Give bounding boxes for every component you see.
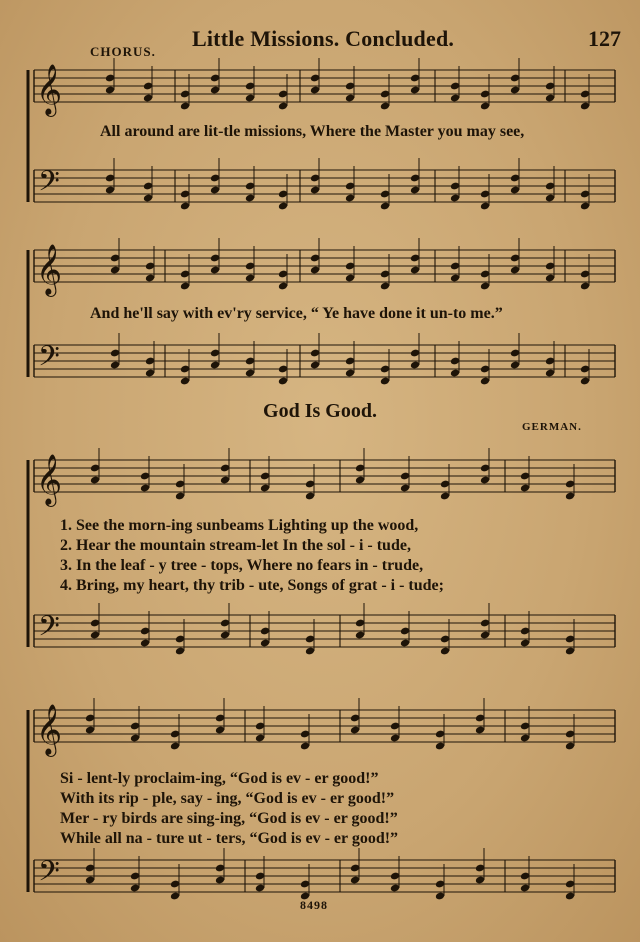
page-number: 127 (588, 26, 621, 51)
bass-clef: 𝄢 (38, 855, 60, 895)
treble-clef: 𝄞 (36, 454, 63, 505)
song-title: God Is Good. (263, 400, 377, 422)
chorus-lyric-line-1: All around are lit-tle missions, Where the Master you may see, (100, 123, 525, 140)
chorus-label: CHORUS. (90, 44, 156, 59)
chorus-lyric-line-2: And he'll say with ev'ry service, “ Ye have done it un-to me.” (90, 305, 503, 322)
verse-4-line-b: While all na - ture ut - ters, “God is ev - er good!” (60, 830, 399, 847)
bass-clef: 𝄢 (38, 610, 60, 650)
verse-2-line-a: 2. Hear the mountain stream-let In the sol - i - tude, (60, 537, 411, 554)
verse-3-line-b: Mer - ry birds are sing-ing, “God is ev - er good!” (60, 810, 398, 827)
bass-clef: 𝄢 (38, 340, 60, 380)
verse-4-line-a: 4. Bring, my heart, thy trib - ute, Songs of grat - i - tude; (60, 577, 444, 594)
verse-3-line-a: 3. In the leaf - y tree - tops, Where no fears in - trude, (60, 557, 424, 574)
verse-2-line-b: With its rip - ple, say - ing, “God is ev - er good!” (60, 790, 395, 807)
treble-clef: 𝄞 (36, 704, 63, 755)
running-title: Little Missions. Concluded. (192, 26, 455, 51)
treble-clef: 𝄞 (36, 64, 63, 115)
verse-1-line-a: 1. See the morn-ing sunbeams Lighting up the wood, (60, 517, 419, 534)
bass-clef: 𝄢 (38, 165, 60, 205)
composer-attribution: GERMAN. (522, 421, 582, 433)
verse-1-line-b: Si - lent-ly proclaim-ing, “God is ev - er good!” (60, 770, 379, 787)
plate-number: 8498 (300, 898, 328, 912)
treble-clef: 𝄞 (36, 244, 63, 295)
